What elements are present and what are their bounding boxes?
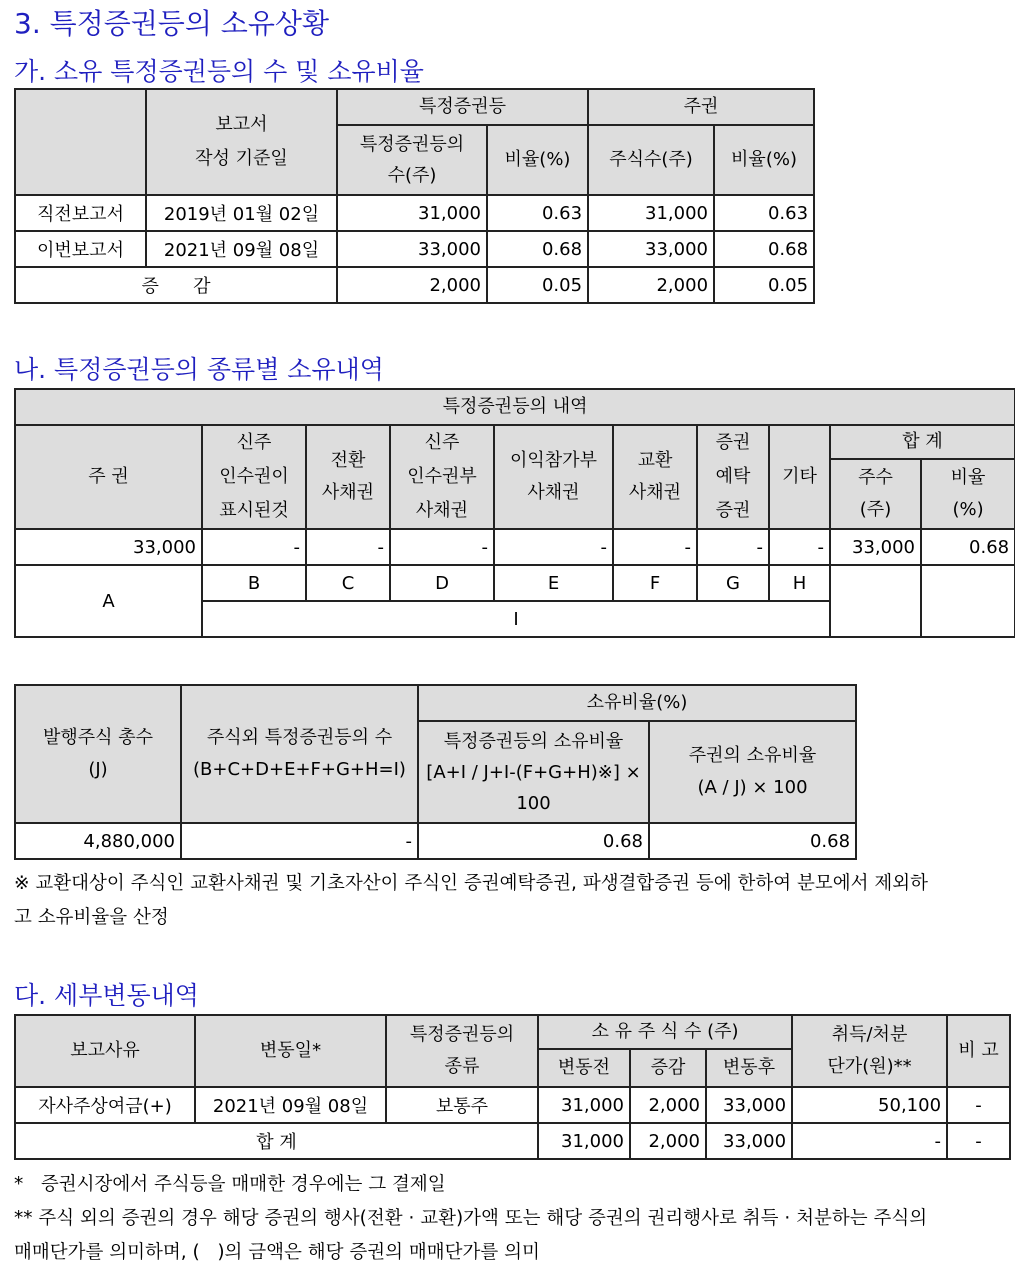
note-b-line1: ※ 교환대상이 주식인 교환사채권 및 기초자산이 주식인 증권예탁증권, 파생결합증권 등에 한하여 분모에서 제외하 xyxy=(14,873,929,894)
row-kind: 보통주 xyxy=(386,1087,538,1123)
row-date: 2021년 09월 08일 xyxy=(195,1087,386,1123)
header-dr-line1: 증권 xyxy=(715,432,751,453)
header-exchangeable xyxy=(613,425,697,529)
header-sec-ownership-ratio xyxy=(418,721,649,823)
header-shares: 주 권 xyxy=(15,425,202,529)
header-dr-line3: 증권 xyxy=(715,500,751,521)
section-c-title: 다. 세부변동내역 xyxy=(14,981,199,1010)
header-non-share-count xyxy=(181,685,418,823)
header-report-date xyxy=(146,89,337,195)
header-warrant-line2: 인수권이 xyxy=(219,466,289,487)
row-after: 33,000 xyxy=(706,1087,792,1123)
header-unit-price xyxy=(792,1015,947,1087)
header-blank xyxy=(15,89,146,195)
header-shares-owned: 소 유 주 식 수 (주) xyxy=(538,1015,792,1049)
row-share-count: 31,000 xyxy=(588,195,714,231)
letter-h: H xyxy=(769,565,830,601)
header-sec-ratio-line2: [A+I / J+I-(F+G+H)※] × xyxy=(426,761,641,783)
row-share-ratio: 0.68 xyxy=(714,231,814,267)
letter-a: A xyxy=(15,565,202,637)
total-row xyxy=(15,1123,1010,1159)
header-bond-with-warrant xyxy=(390,425,494,529)
total-after: 33,000 xyxy=(706,1123,792,1159)
header-profit-line1: 이익참가부 xyxy=(510,450,597,471)
table-row xyxy=(15,195,814,231)
value-exchange: - xyxy=(613,529,697,565)
header-sec-ratio-line1: 특정증권등의 소유비율 xyxy=(443,730,624,752)
header-sec-count-line1: 특정증권등의 xyxy=(359,134,465,155)
header-convertible-line2: 사채권 xyxy=(321,482,375,503)
header-total-shares-line1: 주수 xyxy=(858,467,893,488)
change-sec-ratio: 0.05 xyxy=(487,267,588,303)
header-shares: 주권 xyxy=(588,89,814,125)
header-kind-line2: 종류 xyxy=(444,1056,480,1077)
row-reason: 자사주상여금(+) xyxy=(15,1087,195,1123)
header-dr-line2: 예탁 xyxy=(715,466,751,487)
row-share-count: 33,000 xyxy=(588,231,714,267)
row-label: 직전보고서 xyxy=(15,195,146,231)
header-before: 변동전 xyxy=(538,1049,630,1087)
header-bw-line3: 사채권 xyxy=(415,500,469,521)
row-date: 2019년 01월 02일 xyxy=(146,195,337,231)
header-total-ratio-line2: (%) xyxy=(952,499,984,520)
header-remark: 비 고 xyxy=(947,1015,1010,1087)
letters-row xyxy=(15,565,1015,601)
value-bw: - xyxy=(390,529,494,565)
securities-breakdown-table xyxy=(14,388,1015,638)
header-total-shares xyxy=(830,459,921,529)
note-c-line1: * 증권시장에서 주식등을 매매한 경우에는 그 결제일 xyxy=(14,1174,446,1195)
row-sec-ratio: 0.63 xyxy=(487,195,588,231)
header-share-ratio: 비율(%) xyxy=(714,125,814,195)
change-share-count: 2,000 xyxy=(588,267,714,303)
header-share-count: 주식수(주) xyxy=(588,125,714,195)
value-share-ratio: 0.68 xyxy=(649,823,856,859)
value-dr: - xyxy=(697,529,769,565)
change-details-table xyxy=(14,1014,1011,1160)
value-issued-shares: 4,880,000 xyxy=(15,823,181,859)
header-reason: 보고사유 xyxy=(15,1015,195,1087)
letter-c: C xyxy=(306,565,390,601)
header-share-ownership-ratio xyxy=(649,721,856,823)
header-share-ratio-line1: 주권의 소유비율 xyxy=(688,745,817,766)
row-sec-count: 31,000 xyxy=(337,195,487,231)
value-total-shares: 33,000 xyxy=(830,529,921,565)
table-row xyxy=(15,823,856,859)
header-convertible xyxy=(306,425,390,529)
header-sec-ratio-line3: 100 xyxy=(516,792,551,814)
ownership-ratio-table xyxy=(14,684,857,860)
header-total-ratio xyxy=(921,459,1015,529)
header-depositary xyxy=(697,425,769,529)
header-issued-shares xyxy=(15,685,181,823)
change-label: 증 감 xyxy=(15,267,337,303)
row-price: 50,100 xyxy=(792,1087,947,1123)
header-kind-line1: 특정증권등의 xyxy=(409,1024,515,1045)
value-shares: 33,000 xyxy=(15,529,202,565)
total-price: - xyxy=(792,1123,947,1159)
row-remark: - xyxy=(947,1087,1010,1123)
total-delta: 2,000 xyxy=(630,1123,706,1159)
header-warrant xyxy=(202,425,306,529)
header-change-date: 변동일* xyxy=(195,1015,386,1087)
header-securities: 특정증권등 xyxy=(337,89,588,125)
row-sec-ratio: 0.68 xyxy=(487,231,588,267)
header-total: 합 계 xyxy=(830,425,1015,459)
header-total-shares-line2: (주) xyxy=(859,499,892,520)
letter-d: D xyxy=(390,565,494,601)
value-non-share: - xyxy=(181,823,418,859)
header-profit-line2: 사채권 xyxy=(527,482,580,503)
empty-cell xyxy=(921,565,1015,637)
header-sec-count xyxy=(337,125,487,195)
empty-cell xyxy=(830,565,921,637)
header-kind xyxy=(386,1015,538,1087)
row-sec-count: 33,000 xyxy=(337,231,487,267)
header-report-date-line1: 보고서 xyxy=(215,114,268,135)
value-sec-ratio: 0.68 xyxy=(418,823,649,859)
section-heading: 3. 특정증권등의 소유상황 xyxy=(14,7,329,40)
header-delta: 증감 xyxy=(630,1049,706,1087)
row-label: 이번보고서 xyxy=(15,231,146,267)
note-c-line2: ** 주식 외의 증권의 경우 해당 증권의 행사(전환 · 교환)가액 또는 해당 증권의 권리행사로 취득 · 처분하는 주식의 xyxy=(14,1208,928,1229)
value-other: - xyxy=(769,529,830,565)
section-b-title: 나. 특정증권등의 종류별 소유내역 xyxy=(14,355,384,384)
change-row xyxy=(15,267,814,303)
header-sec-count-line2: 수(주) xyxy=(387,165,437,186)
header-exchange-line1: 교환 xyxy=(637,450,673,471)
total-label: 합 계 xyxy=(15,1123,538,1159)
letter-b: B xyxy=(202,565,306,601)
header-bw-line2: 인수권부 xyxy=(407,466,477,487)
header-issued-line2: (J) xyxy=(88,759,108,780)
header-issued-line1: 발행주식 총수 xyxy=(42,727,154,748)
header-exchange-line2: 사채권 xyxy=(628,482,682,503)
header-share-ratio-line2: (A / J) × 100 xyxy=(697,777,808,798)
value-warrant: - xyxy=(202,529,306,565)
letter-i: I xyxy=(202,601,830,637)
change-sec-count: 2,000 xyxy=(337,267,487,303)
header-profit-participating xyxy=(494,425,613,529)
table-row xyxy=(15,231,814,267)
header-warrant-line1: 신주 xyxy=(236,432,272,453)
header-sec-ratio: 비율(%) xyxy=(487,125,588,195)
letter-e: E xyxy=(494,565,613,601)
section-a-title: 가. 소유 특정증권등의 수 및 소유비율 xyxy=(14,57,424,86)
total-before: 31,000 xyxy=(538,1123,630,1159)
value-total-ratio: 0.68 xyxy=(921,529,1015,565)
note-c-line3: 매매단가를 의미하며, ( )의 금액은 해당 증권의 매매단가를 의미 xyxy=(14,1242,540,1263)
header-convertible-line1: 전환 xyxy=(330,450,366,471)
header-warrant-line3: 표시된것 xyxy=(219,500,289,521)
header-ownership-ratio: 소유비율(%) xyxy=(418,685,856,721)
header-non-share-line2: (B+C+D+E+F+G+H=I) xyxy=(193,759,406,780)
total-remark: - xyxy=(947,1123,1010,1159)
row-before: 31,000 xyxy=(538,1087,630,1123)
value-profit: - xyxy=(494,529,613,565)
letter-g: G xyxy=(697,565,769,601)
header-price-line1: 취득/처분 xyxy=(831,1024,908,1045)
letter-f: F xyxy=(613,565,697,601)
header-bw-line1: 신주 xyxy=(424,432,460,453)
table-row xyxy=(15,529,1015,565)
table-title: 특정증권등의 내역 xyxy=(15,389,1015,425)
value-convertible: - xyxy=(306,529,390,565)
table-row xyxy=(15,1087,1010,1123)
header-after: 변동후 xyxy=(706,1049,792,1087)
header-total-ratio-line1: 비율 xyxy=(950,467,986,488)
row-delta: 2,000 xyxy=(630,1087,706,1123)
header-other: 기타 xyxy=(769,425,830,529)
row-date: 2021년 09월 08일 xyxy=(146,231,337,267)
ownership-summary-table xyxy=(14,88,815,304)
note-b-line2: 고 소유비율을 산정 xyxy=(14,907,169,928)
row-share-ratio: 0.63 xyxy=(714,195,814,231)
header-report-date-line2: 작성 기준일 xyxy=(195,148,288,169)
header-price-line2: 단가(원)** xyxy=(827,1056,912,1077)
header-non-share-line1: 주식외 특정증권등의 수 xyxy=(206,727,393,748)
change-share-ratio: 0.05 xyxy=(714,267,814,303)
